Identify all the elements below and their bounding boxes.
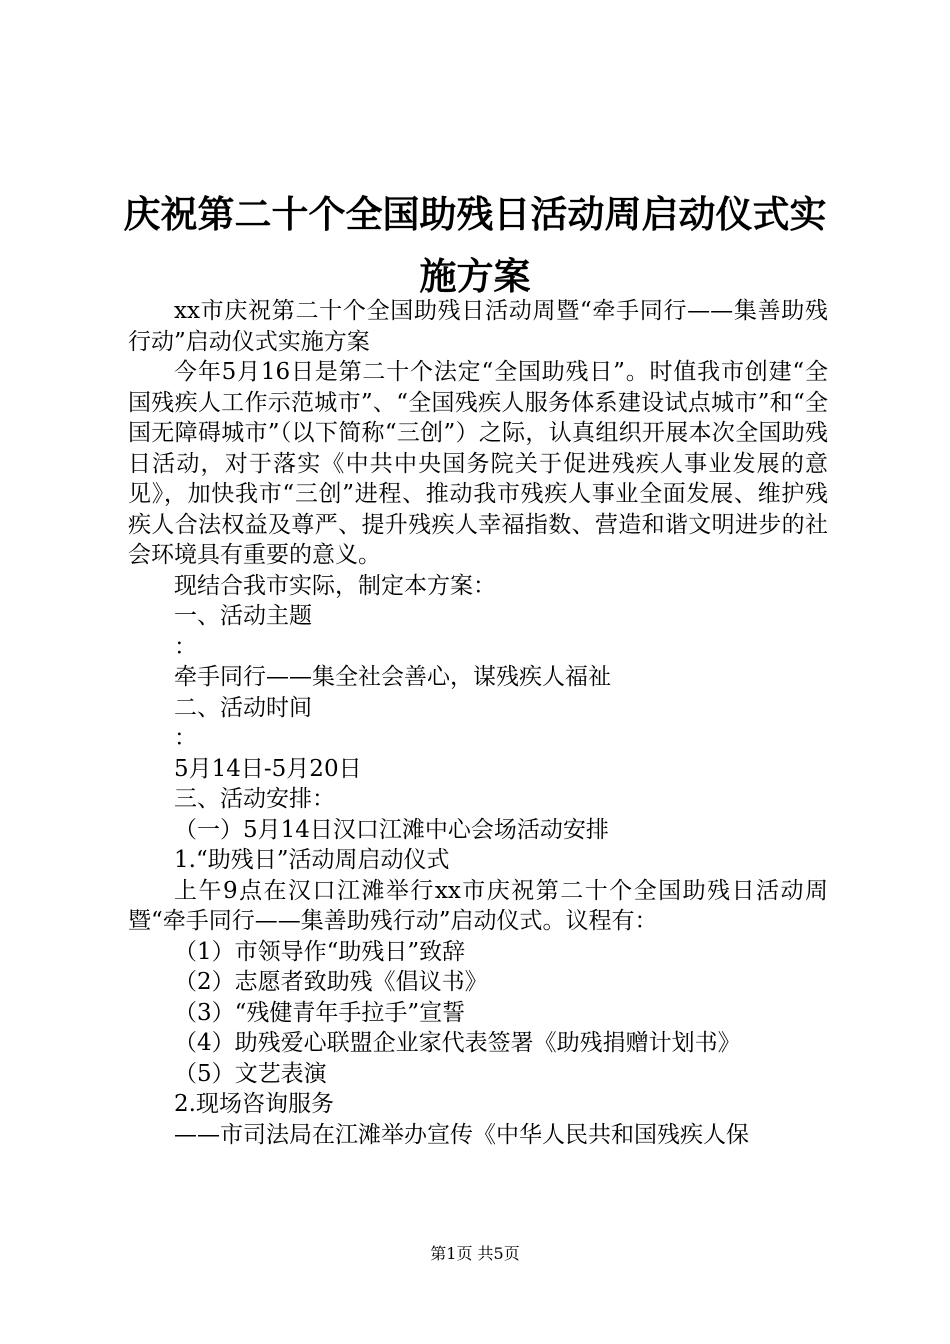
paragraph-justice-bureau: ——市司法局在江滩举办宣传《中华人民共和国残疾人保	[174, 1121, 749, 1148]
agenda-item: （2）志愿者致助残《倡议书》	[174, 969, 488, 995]
page-footer: 第1页 共5页	[430, 1244, 520, 1263]
paragraph-background: 今年5月16日是第二十个法定“全国助残日”。时值我市创建“全国残疾人工作示范城市”、“全国残疾人服务体系建设试点城市”和“全国无障碍城市”（以下简称“三创”）之际，认真组织开展本次全国助残日活动，对于落实《中共中央国务院关于促进残疾人事业发展的意见》，加快我市“三创”进程、推动我市残疾人事业全面发展、维护残疾人合法权益及尊严、提升残疾人幸福指数、营造和谐文明进步的社会环境具有重要的意义。	[128, 359, 828, 568]
time-text: 5月14日-5月20日	[174, 755, 362, 782]
colon-line: ：	[174, 725, 197, 751]
paragraph-ceremony: 上午9点在汉口江滩举行xx市庆祝第二十个全国助残日活动周暨“牵手同行——集善助残行动”启动仪式。议程有：	[128, 877, 828, 934]
item-consulting: 2.现场咨询服务	[174, 1091, 334, 1117]
item-launch-ceremony: 1.“助残日”活动周启动仪式	[174, 847, 450, 873]
theme-text: 牵手同行——集全社会善心，谋残疾人福祉	[174, 664, 611, 690]
colon-line: ：	[174, 633, 197, 660]
agenda-item: （5）文艺表演	[174, 1060, 327, 1087]
document-body	[128, 296, 828, 1150]
heading-time: 二、活动时间	[174, 694, 312, 721]
document-title: 庆祝第二十个全国助残日活动周启动仪式实施方案	[123, 191, 827, 298]
agenda-item: （4）助残爱心联盟企业家代表签署《助残捐赠计划书》	[174, 1030, 741, 1056]
subheading-venue: （一）5月14日汉口江滩中心会场活动安排	[174, 816, 609, 843]
agenda-item: （1）市领导作“助残日”致辞	[174, 938, 466, 965]
agenda-item: （3）“残健青年手拉手”宣誓	[174, 999, 466, 1026]
paragraph-plan-lead: 现结合我市实际，制定本方案：	[174, 572, 496, 599]
heading-arrangement: 三、活动安排：	[174, 786, 335, 812]
heading-theme: 一、活动主题	[174, 603, 312, 629]
paragraph-intro: xx市庆祝第二十个全国助残日活动周暨“牵手同行——集善助残行动”启动仪式实施方案	[128, 298, 828, 355]
